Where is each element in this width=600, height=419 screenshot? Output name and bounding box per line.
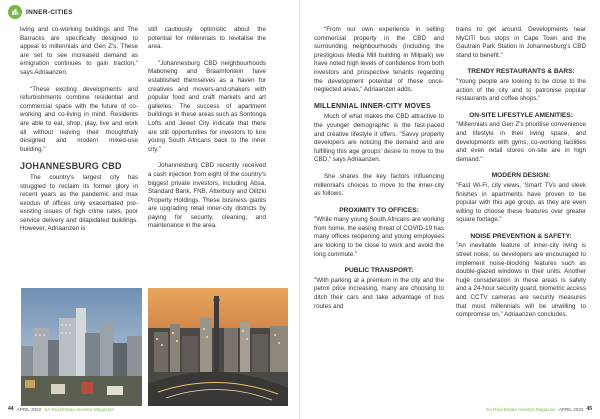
paragraph: "Johannesburg CBD neighbourhoods Maboneng and Braamfontein have established themselves as a haven for creatives and movers-and-shakers with popular food and craft markets and art galleries. The success of apartment buildings in these areas such as Sontonga Lofts and Jewel City indicate that there are still opportunities for investors to lure young South Africans back to the inner city." — [148, 59, 266, 153]
paragraph: She shares the key factors influencing millennial's choices to move to the inner-city as follows: — [314, 172, 444, 198]
sub-heading: PROXIMITY TO OFFICES: — [339, 206, 419, 214]
skyline-photo — [21, 288, 142, 406]
paragraph: "Millennials and Gen Z's prioritise convenience and lifestyle in their living space, and developments with gyms, co-working facilities and even retail stores on-site are in high demand." — [456, 121, 586, 163]
section-tag — [8, 5, 73, 19]
paragraph: "With parking at a premium in the city and the petrol price increasing, many are choosing to ditch their cars and take advantage of bus routes and — [314, 276, 444, 310]
aerial-city-photo — [148, 288, 288, 406]
column-1 — [20, 26, 138, 242]
page-number: 44 — [8, 406, 14, 412]
magazine-name: SA Real Estate Investor Magazine — [44, 406, 114, 412]
paragraph: "An inevitable feature of inner-city living is street noise, so developers are encouraged to implement noise-blocking features such as double-glazed windows in their units. Another huge consideration in these areas is safety and a 24-hour security guard, biometric access and CCTV cameras are security measures that most millennials will be unwilling to compromise on," Adriaanzen concludes. — [456, 242, 586, 319]
paragraph: "Young people are looking to be close to the action of the city and to patronise popular restaurants and coffee shops." — [456, 77, 586, 103]
section-label: INNER-CITIES — [26, 8, 73, 16]
footer-right — [486, 406, 592, 412]
paragraph: Johannesburg CBD recently received a cash injection from eight of the country's biggest private investors, including Absa, Standard Bank, FNB, Atterbury and Olitzki Property Holdings. These business giants are upgrading retail inner-city districts by paying for security, cleaning, and maintenance in the area. — [148, 162, 266, 230]
section-heading: MILLENNIAL INNER-CITY MOVES — [314, 102, 431, 110]
issue-date: APRIL 2022 — [558, 406, 584, 412]
paragraph: "While many young South Africans are working from home, the easing threat of COVID-19 has many offices reopening and young employees are looking to be close to work and avoid the long commute." — [314, 216, 444, 258]
column-2 — [148, 26, 266, 239]
paragraph: still cautiously optimistic about the potential for millennials to revitalise the area. — [148, 26, 266, 51]
footer-left — [8, 406, 114, 412]
sub-heading: PUBLIC TRANSPORT: — [344, 267, 414, 275]
page-number: 45 — [586, 406, 592, 412]
column-3 — [314, 26, 444, 319]
paragraph: The country's largest city has struggled to reclaim its former glory in recent years as the pandemic and max exodus of offices only exacerbated pre-existing issues of high crime rates, poor service delivery and dilapidated buildings. However, Adriaanzen is — [20, 173, 138, 233]
paragraph: trains to get around. Developments near MyCiTi bus stops in Cape Town and the Gautrain Park Station in Johannesburg's CBD stand to benefit." — [456, 26, 586, 59]
paragraph: Much of what makes the CBD attractive to the younger demographic is the fast-paced and creative lifestyle it offers. "Savvy property developers are noticing the demand and are fulfilling this age groups' desire to move to the CBD," says Adriaanzen. — [314, 113, 444, 164]
paragraph: living and co-working buildings and The Barracks are specifically designed to appeal to millennials and Gen Z's. These are set to see increased demand as emigration continues to gain traction," says Adriaanzen. — [20, 26, 138, 76]
column-4 — [456, 26, 586, 328]
issue-date: APRIL 2022 — [16, 406, 42, 412]
sub-heading: NOISE PREVENTION & SAFETY: — [470, 232, 572, 240]
sub-heading: MODERN DESIGN: — [491, 172, 551, 180]
paragraph: "These exciting developments and refurbishments combine residential and commercial space with the future of co-working and co-living in mind. Residents are able to eat, shop, play, live and work all without leaving their thoughtfully designed and modern mixed-use building." — [20, 85, 138, 153]
paragraph: "Fast Wi-Fi, city views, 'Smart' TVs and sleek finishes in apartments have proven to be popular with this age group, as they are even willing to choose these features over greater square footage." — [456, 181, 586, 224]
paragraph: "From our own experience in selling commercial property in the CBD and surrounding neighbourhoods (including the prestigious Media Mill building in Milpark) we have noted high levels of confidence from both investors and prospective tenants regarding the development potential of these once-neglected areas," Adriaanzen adds. — [314, 26, 444, 94]
right-page — [300, 0, 600, 419]
magazine-name: SA Real Estate Investor Magazine — [486, 406, 556, 412]
sub-heading: TRENDY RESTAURANTS & BARS: — [467, 68, 575, 76]
section-heading: JOHANNESBURG CBD — [20, 161, 122, 172]
city-icon — [8, 5, 22, 19]
sub-heading: ON-SITE LIFESTYLE AMENITIES: — [469, 111, 573, 119]
